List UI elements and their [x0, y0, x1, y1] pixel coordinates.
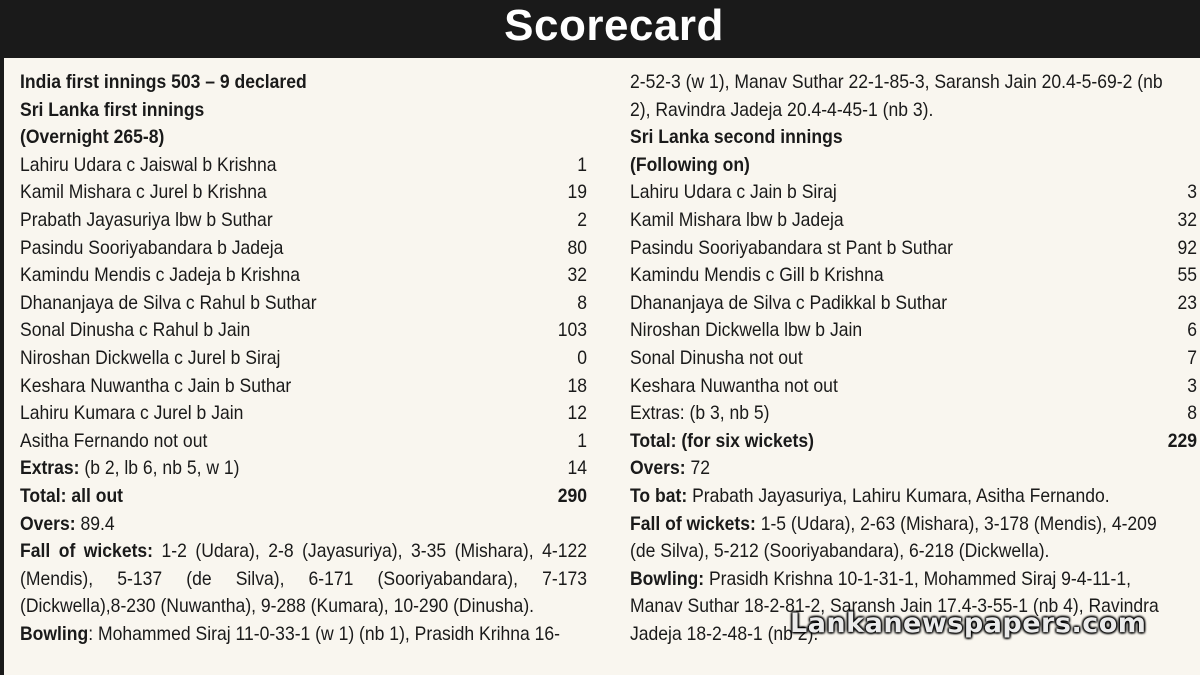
batting-row [630, 317, 1197, 345]
batsman-runs: 2 [577, 208, 587, 231]
batting-row [20, 428, 587, 456]
extras-row [20, 455, 587, 483]
bowling-continuation: 2), Ravindra Jadeja 20.4-4-45-1 (nb 3). [630, 98, 934, 121]
batsman-runs: 8 [577, 291, 587, 314]
batsman-runs: 3 [1187, 181, 1197, 204]
bowling-line [630, 566, 1197, 594]
overs-value: 89.4 [75, 512, 115, 535]
batsman-runs: 0 [577, 346, 587, 369]
left-column [20, 69, 587, 648]
batsman-name: Keshara Nuwantha c Jain b Suthar [20, 374, 292, 397]
batsman-runs: 18 [567, 374, 587, 397]
site-watermark: Lankanewspapers.com [790, 608, 1147, 639]
total-row [630, 428, 1197, 456]
batting-row [630, 373, 1197, 401]
batting-row [20, 317, 587, 345]
batsman-name: Dhananjaya de Silva c Padikkal b Suthar [630, 291, 948, 314]
batsman-runs: 32 [567, 264, 587, 287]
batting-row [20, 235, 587, 263]
batting-row [20, 290, 587, 318]
bowling-text: : Mohammed Siraj 11-0-33-1 (w 1) (nb 1), Prasidh Krihna 16- [88, 622, 561, 645]
batsman-runs: 7 [1187, 346, 1197, 369]
batsman-runs: 3 [1187, 374, 1197, 397]
fow-label: Fall of wickets: [20, 540, 154, 563]
batting-row [20, 373, 587, 401]
batsman-name: Kamil Mishara lbw b Jadeja [630, 208, 844, 231]
overs-line [630, 455, 1197, 483]
bowling-line: Jadeja 18-2-48-1 (nb 2). [630, 622, 819, 645]
batsman-name: Sonal Dinusha not out [630, 346, 803, 369]
batsman-name: Niroshan Dickwella lbw b Jain [630, 319, 863, 342]
india-first-innings: India first innings 503 – 9 declared [20, 71, 307, 93]
fow-text: 1-2 (Udara), 2-8 (Jayasuriya), 3-35 (Mishara), 4-122 [153, 540, 587, 563]
batting-row [630, 235, 1197, 263]
batsman-runs: 55 [1177, 264, 1197, 287]
overnight-score: (Overnight 265-8) [20, 126, 165, 149]
batting-row [20, 345, 587, 373]
fall-of-wickets-line [20, 538, 587, 566]
batsman-runs: 6 [1187, 319, 1197, 342]
batsman-name: Sonal Dinusha c Rahul b Jain [20, 319, 251, 342]
extras-label: Extras: [20, 457, 80, 480]
batting-row [630, 345, 1197, 373]
bowling-line: Manav Suthar 18-2-81-2, Saransh Jain 17.4-3-55-1 (nb 4), Ravindra [630, 595, 1159, 618]
overs-label: Overs: [630, 457, 686, 480]
overs-label: Overs: [20, 512, 76, 535]
bowling-text: Prasidh Krishna 10-1-31-1, Mohammed Siraj 9-4-11-1, [704, 567, 1132, 590]
fall-of-wickets-line: (Dickwella),8-230 (Nuwantha), 9-288 (Kumara), 10-290 (Dinusha). [20, 595, 535, 618]
bowling-line [20, 621, 587, 649]
total-label: Total: (for six wickets) [630, 429, 814, 452]
bowling-label: Bowling: [630, 567, 705, 590]
batsman-name: Lahiru Kumara c Jurel b Jain [20, 402, 244, 425]
batting-row [20, 152, 587, 180]
batsman-runs: 19 [567, 181, 587, 204]
batting-row [20, 179, 587, 207]
sl-first-innings-heading: Sri Lanka first innings [20, 98, 205, 121]
right-column [630, 69, 1197, 648]
batting-row [20, 207, 587, 235]
extras-detail: (b 2, lb 6, nb 5, w 1) [79, 457, 240, 480]
extras-row [630, 400, 1197, 428]
batsman-name: Keshara Nuwantha not out [630, 374, 838, 397]
batsman-name: Pasindu Sooriyabandara b Jadeja [20, 236, 284, 259]
bowling-continuation: 2-52-3 (w 1), Manav Suthar 22-1-85-3, Saransh Jain 20.4-5-69-2 (nb [630, 71, 1163, 93]
batsman-runs: 1 [577, 153, 587, 176]
batsman-runs: 103 [557, 319, 587, 342]
batsman-name: Lahiru Udara c Jaiswal b Krishna [20, 153, 277, 176]
batsman-runs: 12 [567, 402, 587, 425]
to-bat-label: To bat: [630, 484, 688, 507]
overs-value: 72 [685, 457, 711, 480]
batsman-name: Dhananjaya de Silva c Rahul b Suthar [20, 291, 317, 314]
batsman-runs: 80 [567, 236, 587, 259]
batsman-name: Niroshan Dickwella c Jurel b Siraj [20, 346, 281, 369]
batsman-runs: 92 [1177, 236, 1197, 259]
fall-of-wickets-line [630, 511, 1197, 539]
extras-value: 14 [567, 457, 587, 480]
batting-row [630, 179, 1197, 207]
fall-of-wickets-line: (de Silva), 5-212 (Sooriyabandara), 6-218 (Dickwella). [630, 540, 1050, 563]
extras-text: Extras: (b 3, nb 5) [630, 402, 770, 425]
total-row [20, 483, 587, 511]
batsman-name: Lahiru Udara c Jain b Siraj [630, 181, 837, 204]
batsman-name: Kamindu Mendis c Jadeja b Krishna [20, 264, 300, 287]
scorecard-title: Scorecard [504, 1, 724, 50]
batsman-name: Kamil Mishara c Jurel b Krishna [20, 181, 267, 204]
batsman-runs: 23 [1177, 291, 1197, 314]
batsman-name: Prabath Jayasuriya lbw b Suthar [20, 208, 273, 231]
fow-label: Fall of wickets: [630, 512, 756, 535]
scorecard-header [0, 0, 1200, 58]
bowling-label: Bowling [20, 622, 89, 645]
batting-row [630, 207, 1197, 235]
batting-row [20, 262, 587, 290]
batsman-runs: 32 [1177, 208, 1197, 231]
batsman-name: Kamindu Mendis c Gill b Krishna [630, 264, 884, 287]
to-bat-line [630, 483, 1197, 511]
total-value: 290 [557, 484, 587, 507]
batsman-name: Pasindu Sooriyabandara st Pant b Suthar [630, 236, 953, 259]
to-bat-value: Prabath Jayasuriya, Lahiru Kumara, Asitha Fernando. [687, 484, 1110, 507]
batting-row [630, 290, 1197, 318]
total-label: Total: all out [20, 484, 124, 507]
batting-row [630, 262, 1197, 290]
batsman-name: Asitha Fernando not out [20, 429, 208, 452]
sl-second-innings-heading: Sri Lanka second innings [630, 126, 843, 149]
batting-row [20, 400, 587, 428]
fall-of-wickets-line: (Mendis), 5-137 (de Silva), 6-171 (Sooriyabandara), 7-173 [20, 567, 587, 590]
extras-value: 8 [1187, 402, 1197, 425]
following-on: (Following on) [630, 153, 750, 176]
batsman-runs: 1 [577, 429, 587, 452]
total-value: 229 [1167, 429, 1197, 452]
fow-text: 1-5 (Udara), 2-63 (Mishara), 3-178 (Mendis), 4-209 [755, 512, 1157, 535]
overs-line [20, 511, 587, 539]
